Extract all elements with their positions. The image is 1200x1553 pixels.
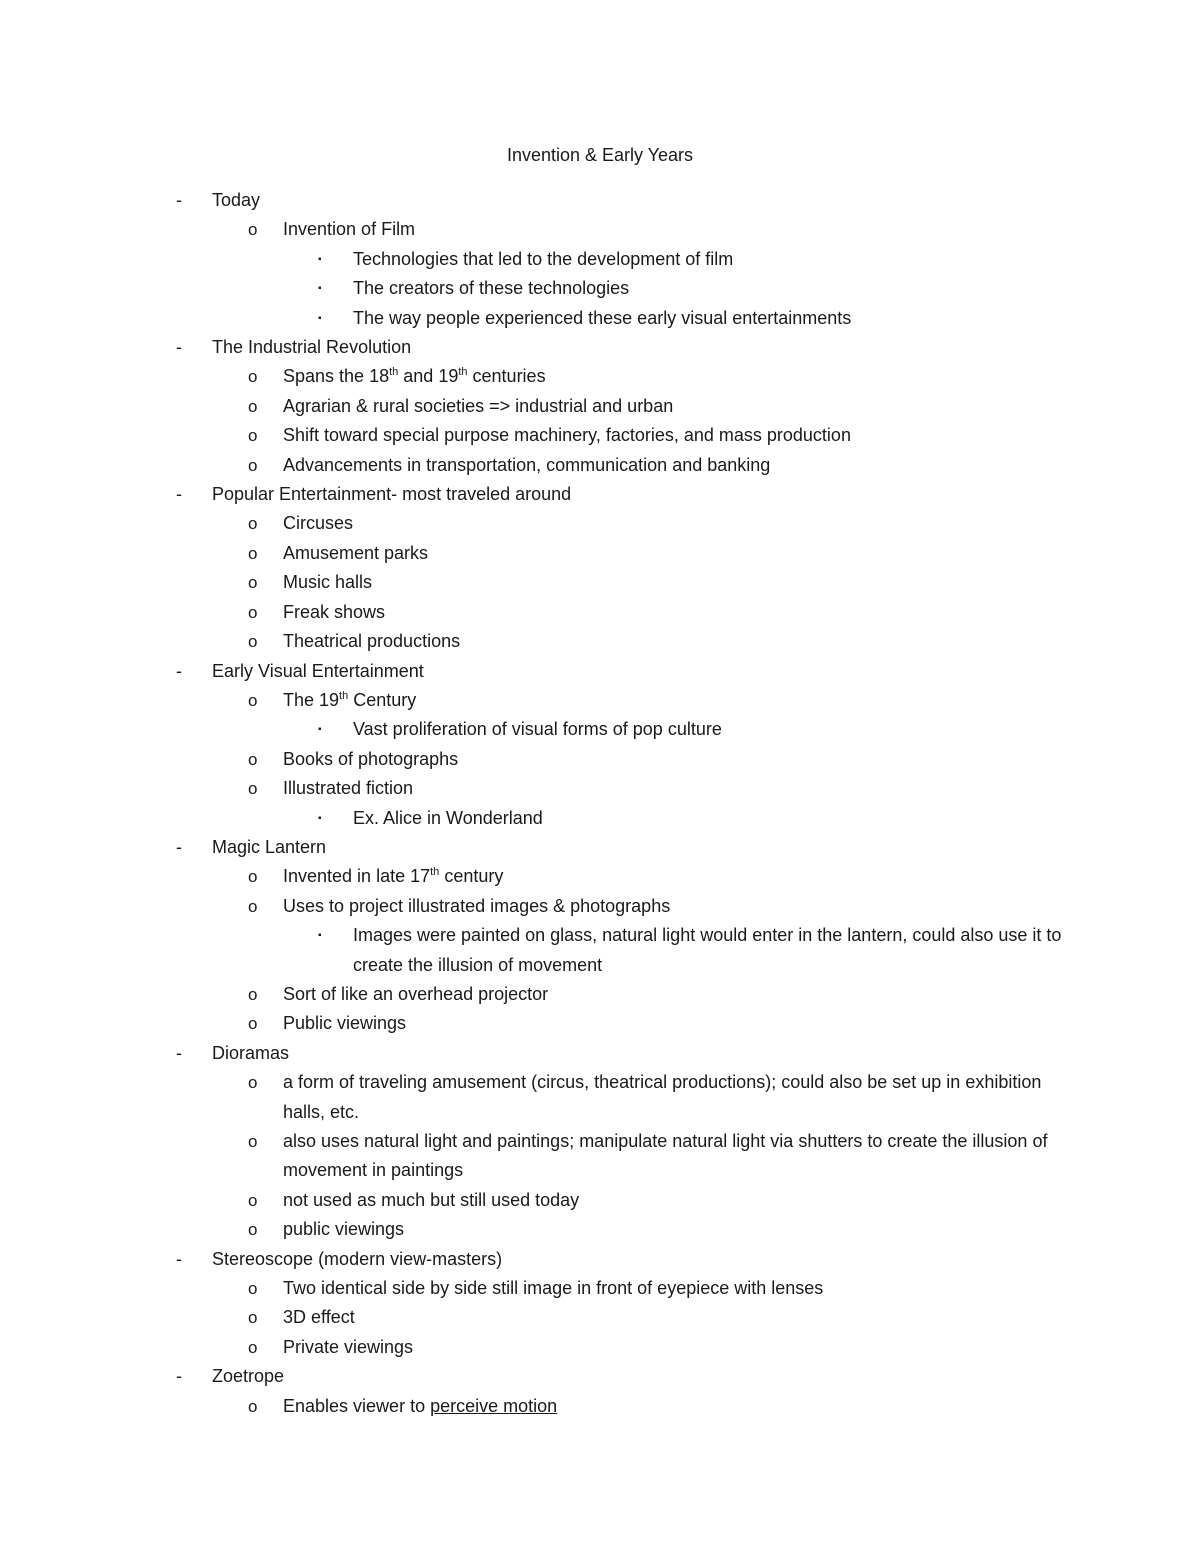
list-item: - Zoetrope	[0, 1362, 1200, 1391]
list-item: o Amusement parks	[0, 539, 1200, 568]
list-item: o Illustrated fiction	[0, 774, 1200, 803]
document-title: Invention & Early Years	[506, 145, 694, 165]
list-item: - Magic Lantern	[0, 833, 1200, 862]
list-item: o Advancements in transportation, communication and banking	[0, 451, 1200, 480]
circle-bullet-icon: o	[248, 632, 258, 652]
circle-bullet-icon: o	[248, 1279, 258, 1299]
circle-bullet-icon: o	[248, 896, 258, 916]
list-item: o Sort of like an overhead projector	[0, 980, 1200, 1009]
circle-bullet-icon: o	[248, 1396, 258, 1416]
list-item: o Private viewings	[0, 1333, 1200, 1362]
underlined-text: perceive motion	[430, 1395, 558, 1416]
circle-bullet-icon: o	[248, 514, 258, 534]
circle-bullet-icon: o	[248, 367, 258, 387]
circle-bullet-icon: o	[248, 543, 258, 563]
circle-bullet-icon: o	[248, 749, 258, 769]
list-item: - Early Visual Entertainment	[0, 657, 1200, 686]
circle-bullet-icon: o	[248, 396, 258, 416]
dash-marker: -	[176, 836, 182, 857]
list-item: o also uses natural light and paintings; manipulate natural light via shutters to create the illusion of movement in paintings	[0, 1127, 1200, 1186]
circle-bullet-icon: o	[248, 220, 258, 240]
circle-bullet-icon: o	[248, 1220, 258, 1240]
square-bullet-icon: ▪	[318, 283, 322, 295]
list-item: o Agrarian & rural societies => industrial and urban	[0, 392, 1200, 421]
circle-bullet-icon: o	[248, 1190, 258, 1210]
list-item: - Stereoscope (modern view-masters)	[0, 1245, 1200, 1274]
list-item: o Freak shows	[0, 598, 1200, 627]
list-item: ▪ The way people experienced these early visual entertainments	[0, 304, 1200, 333]
dash-marker: -	[176, 337, 182, 358]
list-item: o public viewings	[0, 1215, 1200, 1244]
circle-bullet-icon: o	[248, 1014, 258, 1034]
list-item: ▪ Technologies that led to the development of film	[0, 245, 1200, 274]
circle-bullet-icon: o	[248, 984, 258, 1004]
list-item: ▪ The creators of these technologies	[0, 274, 1200, 303]
list-item: o 3D effect	[0, 1303, 1200, 1332]
list-item: o Spans the 18th and 19th centuries	[0, 362, 1200, 391]
circle-bullet-icon: o	[248, 1132, 258, 1151]
dash-marker: -	[176, 484, 182, 505]
list-item: - Today	[0, 186, 1200, 215]
dash-marker: -	[176, 1366, 182, 1387]
circle-bullet-icon: o	[248, 602, 258, 622]
dash-marker: -	[176, 1248, 182, 1269]
list-item: o Invention of Film	[0, 215, 1200, 244]
list-item: o Uses to project illustrated images & photographs	[0, 892, 1200, 921]
list-item: o The 19th Century	[0, 686, 1200, 715]
list-item: o Music halls	[0, 568, 1200, 597]
notes-outline	[0, 186, 1200, 1421]
square-bullet-icon: ▪	[318, 724, 322, 736]
list-item: o a form of traveling amusement (circus, theatrical productions); could also be set up in exhibition halls, etc.	[0, 1068, 1200, 1127]
list-item: - The Industrial Revolution	[0, 333, 1200, 362]
list-item: o Two identical side by side still image in front of eyepiece with lenses	[0, 1274, 1200, 1303]
square-bullet-icon: ▪	[318, 312, 322, 324]
square-bullet-icon: ▪	[318, 812, 322, 824]
circle-bullet-icon: o	[248, 426, 258, 446]
circle-bullet-icon: o	[248, 867, 258, 887]
circle-bullet-icon: o	[248, 1308, 258, 1328]
list-item: o Books of photographs	[0, 745, 1200, 774]
dash-marker: -	[176, 660, 182, 681]
list-item: o Theatrical productions	[0, 627, 1200, 656]
list-item: o not used as much but still used today	[0, 1186, 1200, 1215]
list-item: o Invented in late 17th century	[0, 862, 1200, 891]
square-bullet-icon: ▪	[318, 253, 322, 265]
list-item: o Circuses	[0, 509, 1200, 538]
circle-bullet-icon: o	[248, 779, 258, 799]
list-item: o Public viewings	[0, 1009, 1200, 1038]
circle-bullet-icon: o	[248, 1337, 258, 1357]
list-item: ▪ Ex. Alice in Wonderland	[0, 804, 1200, 833]
dash-marker: -	[176, 190, 182, 210]
list-item: - Popular Entertainment- most traveled around	[0, 480, 1200, 509]
dash-marker: -	[176, 1042, 182, 1063]
list-item: o Shift toward special purpose machinery, factories, and mass production	[0, 421, 1200, 450]
circle-bullet-icon: o	[248, 690, 258, 710]
list-item: o Enables viewer to perceive motion	[0, 1392, 1200, 1421]
circle-bullet-icon: o	[248, 573, 258, 593]
list-item: ▪ Images were painted on glass, natural light would enter in the lantern, could also use it to create the illusion of movement	[0, 921, 1200, 980]
list-item: ▪ Vast proliferation of visual forms of pop culture	[0, 715, 1200, 744]
list-item: - Dioramas	[0, 1039, 1200, 1068]
circle-bullet-icon: o	[248, 455, 258, 475]
square-bullet-icon: ▪	[318, 930, 322, 942]
circle-bullet-icon: o	[248, 1073, 258, 1093]
